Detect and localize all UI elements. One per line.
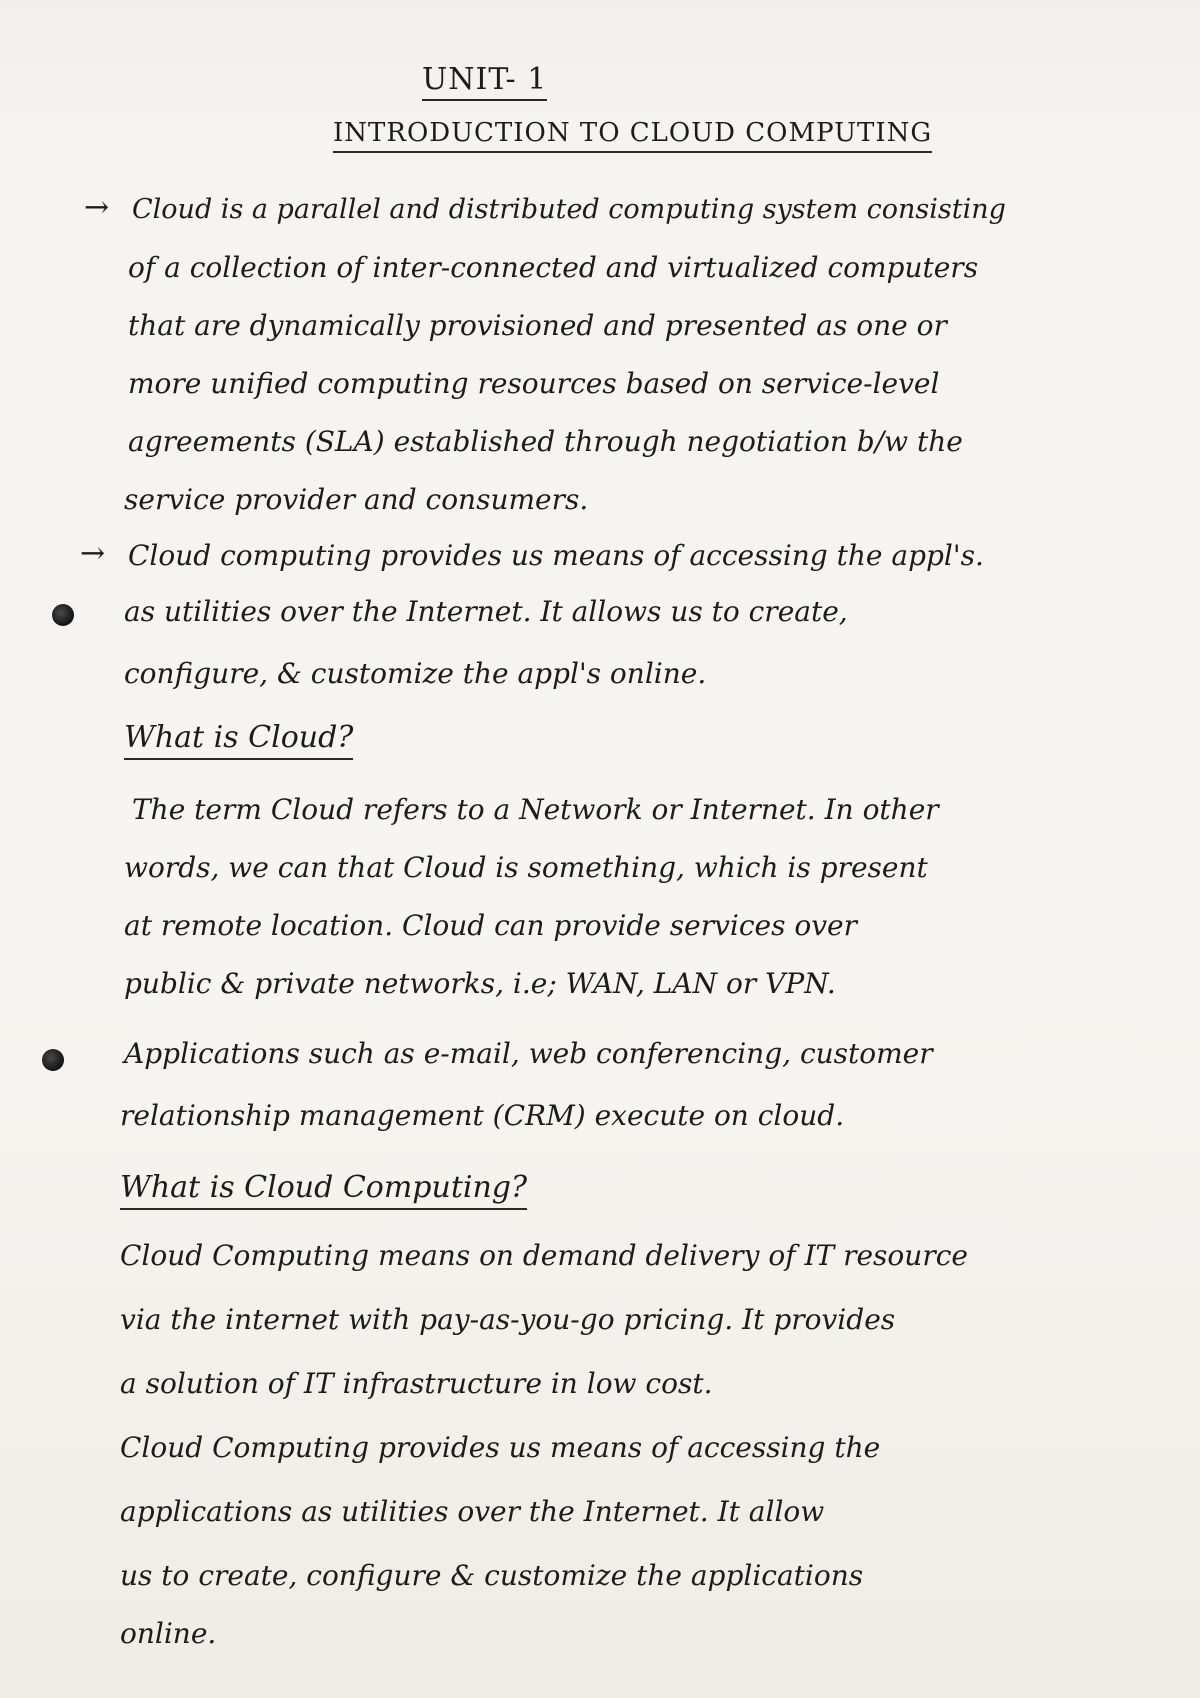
- cloud-line-5: Applications such as e-mail, web conferencing, customer: [124, 1037, 933, 1070]
- cloud-line-3: at remote location. Cloud can provide services over: [124, 909, 858, 942]
- unit-title: UNIT- 1: [422, 62, 547, 101]
- computing-line-2: via the internet with pay-as-you-go pricing. It provides: [120, 1303, 896, 1336]
- punch-hole-bottom: [42, 1049, 64, 1071]
- what-is-cloud-computing-heading: What is Cloud Computing?: [120, 1168, 527, 1210]
- cloud-line-2: words, we can that Cloud is something, which is present: [124, 851, 928, 884]
- computing-line-3: a solution of IT infrastructure in low cost.: [120, 1367, 713, 1400]
- chapter-title: INTRODUCTION TO CLOUD COMPUTING: [333, 118, 932, 153]
- section1-line-4: more unified computing resources based on service-level: [128, 367, 940, 400]
- computing-line-7: online.: [120, 1617, 217, 1650]
- section1-line-3: that are dynamically provisioned and presented as one or: [128, 309, 947, 342]
- cloud-line-6: relationship management (CRM) execute on cloud.: [120, 1099, 845, 1132]
- section1-line-2: of a collection of inter-connected and virtualized computers: [128, 251, 979, 284]
- computing-line-6: us to create, configure & customize the applications: [120, 1559, 864, 1592]
- bullet-arrow-2: →: [80, 536, 106, 571]
- section2-line-3: configure, & customize the appl's online.: [124, 657, 707, 690]
- section1-line-5: agreements (SLA) established through negotiation b/w the: [128, 425, 963, 458]
- cloud-line-4: public & private networks, i.e; WAN, LAN or VPN.: [124, 967, 836, 1000]
- section1-line-1: Cloud is a parallel and distributed computing system consisting: [132, 194, 1006, 225]
- section2-line-2: as utilities over the Internet. It allows us to create,: [124, 595, 848, 628]
- punch-hole-top: [52, 604, 74, 626]
- section2-line-1: Cloud computing provides us means of accessing the appl's.: [128, 539, 984, 572]
- computing-line-4: Cloud Computing provides us means of accessing the: [120, 1431, 881, 1464]
- computing-line-1: Cloud Computing means on demand delivery of IT resource: [120, 1239, 968, 1272]
- cloud-line-1: The term Cloud refers to a Network or Internet. In other: [132, 793, 939, 826]
- computing-line-5: applications as utilities over the Internet. It allow: [120, 1495, 825, 1528]
- bullet-arrow-1: →: [84, 190, 110, 225]
- section1-line-6: service provider and consumers.: [124, 483, 589, 516]
- what-is-cloud-heading: What is Cloud?: [124, 718, 353, 760]
